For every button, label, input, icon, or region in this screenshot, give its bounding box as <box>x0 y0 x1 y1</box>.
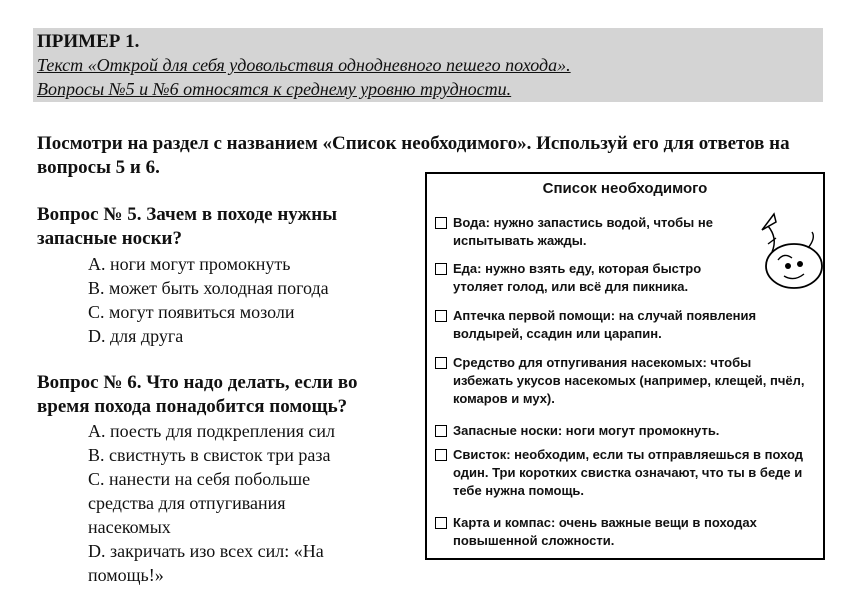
answer-option: B. свистнуть в свисток три раза <box>88 445 331 465</box>
checklist-item-socks: Запасные носки: ноги могут промокнуть. <box>435 422 811 440</box>
answer-option: A. ноги могут промокнуть <box>88 254 291 274</box>
answer-option: A. поесть для подкрепления сил <box>88 421 336 441</box>
answer-option: D. закричать изо всех сил: «На помощь!» <box>88 541 324 585</box>
checkbox-icon <box>435 517 447 529</box>
checklist-box <box>425 172 825 560</box>
question-5-answers <box>88 252 388 348</box>
example-title: ПРИМЕР 1. <box>37 31 140 52</box>
checkbox-icon <box>435 449 447 461</box>
checklist-title: Список необходимого <box>542 180 708 197</box>
hiker-illustration-icon <box>754 208 826 292</box>
intro-instruction: Посмотри на раздел с названием «Список необходимого». Используй его для ответов на вопросы 5 и 6. <box>37 133 790 178</box>
question-5-title: Вопрос № 5. Зачем в походе нужны запасные носки? <box>37 204 338 249</box>
checklist-item-water: Вода: нужно запастись водой, чтобы не испытывать жажды. <box>435 214 753 250</box>
question-6-title: Вопрос № 6. Что надо делать, если во время похода понадобится помощь? <box>37 372 358 417</box>
checklist-item-map-compass: Карта и компас: очень важные вещи в походах повышенной сложности. <box>435 514 811 550</box>
checklist-item-whistle: Свисток: необходим, если ты отправляешься в поход один. Три коротких свистка означают, что ты в беде и тебе нужна помощь. <box>435 446 811 500</box>
question-6-answers <box>88 419 388 587</box>
answer-option: C. нанести на себя побольше средства для отпугивания насекомых <box>88 469 311 537</box>
checkbox-icon <box>435 263 447 275</box>
difficulty-note: Вопросы №5 и №6 относятся к среднему уровню трудности. <box>37 79 512 99</box>
answer-option: D. для друга <box>88 326 184 346</box>
checkbox-icon <box>435 310 447 322</box>
checkbox-icon <box>435 425 447 437</box>
checklist-item-repellent: Средство для отпугивания насекомых: чтобы избежать укусов насекомых (например, клещей, пчёл, комаров и мух). <box>435 354 811 408</box>
answer-option: C. могут появиться мозоли <box>88 302 295 322</box>
checklist-item-first-aid: Аптечка первой помощи: на случай появления волдырей, ссадин или царапин. <box>435 307 811 343</box>
checkbox-icon <box>435 217 447 229</box>
checkbox-icon <box>435 357 447 369</box>
checklist-item-food: Еда: нужно взять еду, которая быстро утоляет голод, или всё для пикника. <box>435 260 753 296</box>
text-reference: Текст «Открой для себя удовольствия однодневного пешего похода». <box>37 55 571 75</box>
answer-option: B. может быть холодная погода <box>88 278 329 298</box>
